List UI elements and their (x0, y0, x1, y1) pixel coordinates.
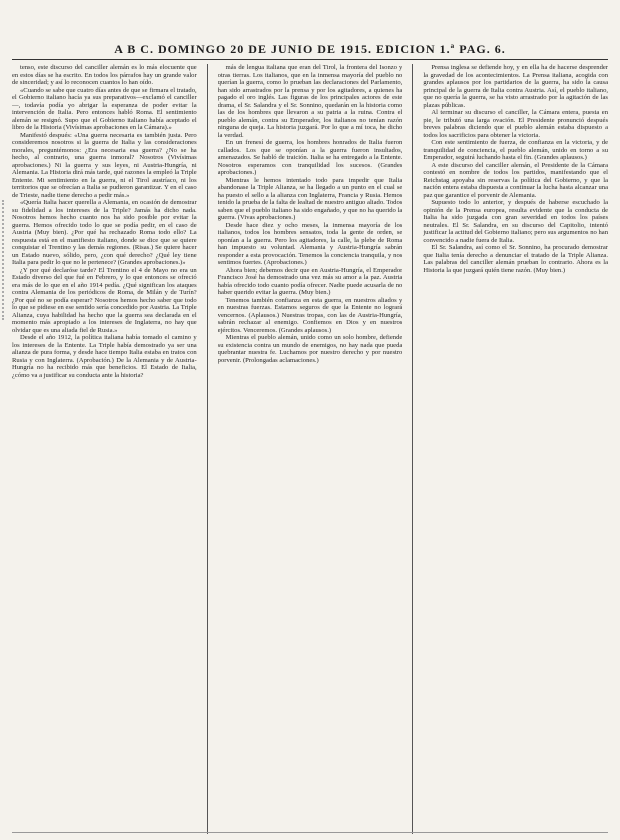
paragraph: A este discurso del canciller alemán, el Presidente de la Cámara contestó en nombre de todos los partidos, manifestando que el Reichstag apoyaba sin reservas la política del Gobierno, y que la nación entera estaba dispuesta a continuar la lucha hasta alcanzar una paz que garantice el porvenir de Alemania. (423, 161, 609, 199)
paragraph: Supuesto todo lo anterior, y después de haberse escuchado la opinión de la Prensa europea, resulta evidente que la conducta de Italia ha sido juzgada con gran severidad en todos los países neutrales. El Sr. Salandra, en su discurso del Capitolio, intentó justificar la actitud del Gobierno italiano; pero sus argumentos no han convencido a nadie fuera de Italia. (423, 199, 609, 244)
paragraph: Ahora bien; debemos decir que en Austria-Hungría, el Emperador Francisco José ha demostrado una vez más su amor a la paz. Austria había ofrecido todo cuanto podía ofrecer. Nadie puede acusarla de no haber querido evitar la guerra. (Muy bien.) (217, 266, 403, 296)
page-header (0, 0, 620, 60)
paragraph: El Sr. Salandra, así como el Sr. Sonnino, ha procurado demostrar que Italia tenía derecho a denunciar el tratado de la Triple Alianza. Las palabras del canciller alemán prueban lo contrario. Ahora es la Historia la que juzgará quién tiene razón. (Muy bien.) (423, 244, 609, 274)
paragraph: más de lengua italiana que eran del Tirol, la frontera del Isonzo y otras tierras. Los italianos, que en la inmensa mayoría del pueblo no querían la guerra, como lo prueban las declaraciones del Parlamento, han sido arrastrados por la prensa y por los agitadores, a quienes ha pagado el oro inglés. Las figuras de los principales actores de este drama, el Sr. Salandra y el Sr. Sonnino, quedarán en la historia como las de los hombres que llevaron a su patria a la ruina. Contra el pueblo alemán, contra su Emperador, los italianos no tenían razón ninguna de queja. La historia juzgará. Por lo que a mí toca, he dicho la verdad. (217, 64, 403, 139)
paragraph: «Quería Italia hacer querella a Alemania, en ocasión de demostrar su fidelidad a los intereses de la Triple? Jamás ha dicho nada. Nosotros hemos hecho cuanto nos ha sido posible por evitar la guerra. Hemos ofrecido todo lo que se podía pedir, en el caso de Austria (Muy bien). ¿Por qué ha rechazado Roma todo ello? La respuesta está en el manifiesto italiano, donde se dice que se quiere conquistar el Trentino y las demás regiones. (Risas.) Se quiere hacer un Estado nuevo, sólido, pero, ¿con qué derecho? ¿Qué ley tiene Italia para pedir lo que no le pertenece? (Grandes aprobaciones.)» (12, 199, 197, 266)
paragraph: Mientras el pueblo alemán, unido como un solo hombre, defiende su existencia contra un mundo de enemigos, no hay nada que pueda quebrantar nuestra fe. Luchamos por nuestro derecho y por nuestro porvenir. (Prolongadas aclamaciones.) (217, 334, 403, 364)
column-3 (423, 64, 608, 834)
bottom-rule (12, 832, 608, 837)
paragraph: Prensa inglesa se defiende hoy, y en ella ha de hacerse desprender la gravedad de los acontecimientos. La Prensa italiana, acogida con grandes aplausos por los partidarios de la guerra, ha sido la causa principal de la guerra de Italia contra Austria. Así, el pueblo italiano, que no quería la guerra, se ha visto arrastrado por la agitación de las plazas públicas. (423, 64, 609, 109)
column-divider (412, 64, 413, 834)
paragraph: tenso, este discurso del canciller alemán es lo más elocuente que en estos días se ha escrito. En todos los párrafos hay un grande valor de sinceridad; y así lo reconocen cuantos lo han oído. (12, 64, 197, 86)
scan-edge-marks (2, 200, 10, 320)
paragraph: Mientras le hemos intentado todo para impedir que Italia abandonase la Triple Alianza, se ha llegado a un punto en el cual se ha puesto el sello a la alianza con Inglaterra, Francia y Rusia. Hemos tenido la prueba de la falta de lealtad de nuestro antiguo aliado. Todos saben que el pueblo italiano ha sido engañado, y que no ha querido la guerra. (Vivas aprobaciones.) (217, 176, 403, 221)
header-rule (12, 59, 608, 60)
paragraph: Desde el año 1912, la política italiana había tomado el camino y los intereses de la Entente. La Triple había demostrado ya ser una alianza de pura forma, y desde hace tiempo Italia estaba en tratos con Rusia y con Inglaterra. (Aprobación.) De la Alemania y de Austria-Hungría no ha recibido más que beneficios. El Estado de Italia, ¿cómo va a justificar su conducta ante la historia? (12, 334, 197, 379)
running-header: A B C. DOMINGO 20 DE JUNIO DE 1915. EDICION 1.ª PAG. 6. (114, 42, 506, 56)
column-divider (207, 64, 208, 834)
paragraph: En un frenesí de guerra, los hombres honrados de Italia fueron callados. Los que se oponían a la guerra fueron insultados, amenazados. Se habló de traición. Italia se ha entregado a la Entente. Nosotros esperamos con tranquilidad los sucesos. (Grandes aprobaciones.) (217, 139, 403, 176)
paragraph: Manifestó después: «Una guerra necesaria es también justa. Pero consideremos nosotros si la guerra de Italia y las consideraciones morales, preguntémonos: ¿Era necesaria esa guerra? ¿No se ha hecho, al contrario, una guerra inmoral? Nosotros (Vivísimas aprobaciones.) Ni la guerra y sus leyes, ni Austria-Hungría, ni Alemania. La Historia dirá más tarde, qué razones la empleó la Triple Entente. Mi sentimiento en la guerra, ni el Tirol austríaco, ni los territorios que se ofrecían a Italia se pudieron garantizar. Y en el caso de Trieste, nadie tiene derecho a pedir más.» (12, 131, 197, 199)
paragraph: «Cuando se sabe que cuatro días antes de que se firmara el tratado, el Gobierno italiano hacía ya sus preparativos—exclamó el canciller—, todavía podía yo abrigar la esperanza de poder evitar la intervención de Italia. Pero entonces habló Roma. El sentimiento alemán se resignó. Supo que el Gobierno italiano había aceptado el libro de la Historia (Vivísimas aprobaciones en la Cámara).» (12, 86, 197, 131)
paragraph: ¿Y por qué declaróse tarde? El Trentino el 4 de Mayo no era un Estado diverso del que fué en Febrero, y lo que entonces se ofreció era más de lo que en el año 1914 pedía. ¿Qué significan los ataques contra Alemania de los periódicos de Roma, de Milán y de Turín? ¿Por qué no se podía esperar? Nosotros hemos hecho saber que todo lo que se pidiese en ese sentido sería concedido por Austria. La Triple Alianza, cuya habilidad ha hecho que la guerra sea declarada en el momento más apropiado a los intereses de Inglaterra, no hay que olvidar que es una aliada fiel de Rusia.» (12, 266, 197, 334)
article-columns (12, 64, 608, 834)
paragraph: Con este sentimiento de fuerza, de confianza en la victoria, y de tranquilidad de conciencia, el pueblo alemán, unido en torno a su Emperador, seguirá luchando hasta el fin. (Grandes aplausos.) (423, 139, 609, 161)
column-1 (12, 64, 197, 834)
paragraph: Desde hace diez y ocho meses, la inmensa mayoría de los italianos, todos los hombres sensatos, toda la gente de orden, se oponían a la guerra. Pero los agitadores, la calle, la plebe de Roma han impuesto su voluntad. Alemania y Austria-Hungría sabrán responder a esta provocación. Tenemos la conciencia tranquila, y nos sentimos fuertes. (Aprobaciones.) (217, 221, 403, 266)
column-2 (218, 64, 403, 834)
paragraph: Tenemos también confianza en esta guerra, en nuestros aliados y en nuestras fuerzas. Estamos seguros de que la Entente no logrará vencernos. (Aplausos.) Nuestras tropas, con las de Austria-Hungría, sabrán rechazar al enemigo. Confiemos en Dios y en nuestros ejércitos. Venceremos. (Grandes aplausos.) (217, 296, 403, 334)
paragraph: Al terminar su discurso el canciller, la Cámara entera, puesta en pie, le tributó una larga ovación. El Presidente pronunció después breves palabras diciendo que el pueblo alemán estaba dispuesto a todos los sacrificios para obtener la victoria. (423, 109, 609, 139)
